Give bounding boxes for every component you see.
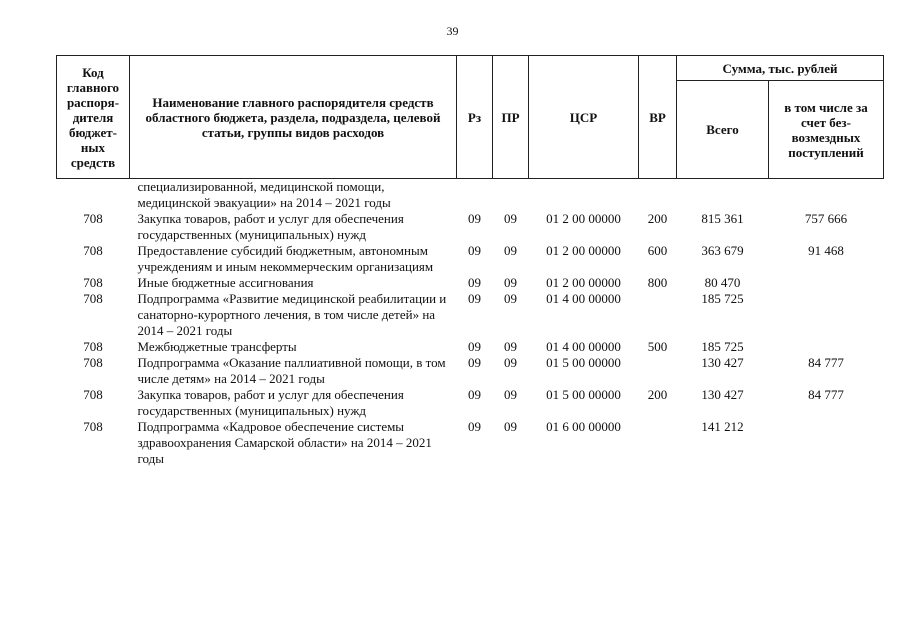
row-total: 141 212 <box>701 419 744 434</box>
row-name: Подпрограмма «Оказание паллиативной помощи, в том числе детям» на 2014 – 2021 годы <box>137 355 446 386</box>
table-row <box>57 211 884 243</box>
row-name: Предоставление субсидий бюджетным, автономным учреждениям и иным некоммерческим организациям <box>137 243 434 274</box>
row-free <box>769 339 884 355</box>
row-free <box>769 291 884 339</box>
row-vr: 500 <box>647 339 668 354</box>
row-rz: 09 <box>468 243 481 258</box>
row-name: Подпрограмма «Развитие медицинской реабилитации и санаторно-курортного лечения, в том числе детей» на 2014 – 2021 годы <box>137 291 447 338</box>
row-name: Закупка товаров, работ и услуг для обеспечения государственных (муниципальных) нужд <box>137 211 404 242</box>
table-row <box>57 291 884 339</box>
row-free: 84 777 <box>808 387 844 402</box>
row-code: 708 <box>83 243 103 258</box>
row-csr: 01 6 00 00000 <box>546 419 621 434</box>
row-code: 708 <box>83 387 103 402</box>
row-rz: 09 <box>468 339 481 354</box>
row-pr: 09 <box>504 275 517 290</box>
row-total: 815 361 <box>701 211 744 226</box>
budget-table <box>56 55 884 467</box>
row-csr: 01 5 00 00000 <box>546 387 621 402</box>
header-sum: Сумма, тыс. рублей <box>677 56 884 81</box>
row-free <box>769 419 884 467</box>
header-free: в том числе за счет без-возмездных поступлений <box>769 81 884 179</box>
row-csr: 01 5 00 00000 <box>546 355 621 370</box>
row-vr <box>639 419 677 467</box>
row-code: 708 <box>83 275 103 290</box>
table-row <box>57 339 884 355</box>
row-rz: 09 <box>468 387 481 402</box>
header-pr: ПР <box>493 56 529 179</box>
header-code: Код главного распоря-дителя бюджет-ных средств <box>57 56 130 179</box>
row-pr: 09 <box>504 211 517 226</box>
row-code: 708 <box>83 211 103 226</box>
row-vr <box>639 291 677 339</box>
header-name: Наименование главного распорядителя средств областного бюджета, раздела, подраздела, целевой статьи, группы видов расходов <box>130 56 457 179</box>
table-row <box>57 419 884 467</box>
header-vr: ВР <box>639 56 677 179</box>
row-free <box>769 275 884 291</box>
row-total: 185 725 <box>701 339 744 354</box>
row-pr: 09 <box>504 419 517 434</box>
row-free: 757 666 <box>804 211 848 226</box>
row-total: 80 470 <box>704 275 741 290</box>
table-row <box>57 243 884 275</box>
row-code: 708 <box>83 355 103 370</box>
row-code: 708 <box>83 339 103 354</box>
row-total: 130 427 <box>701 387 744 402</box>
row-free: 91 468 <box>808 243 844 258</box>
row-free: 84 777 <box>808 355 844 370</box>
row-name: Подпрограмма «Кадровое обеспечение системы здравоохранения Самарской области» на 2014 – 2021 годы <box>137 419 432 466</box>
row-code: 708 <box>83 291 103 306</box>
row-total: 185 725 <box>701 291 744 306</box>
page-number: 39 <box>446 24 459 38</box>
row-name: Межбюджетные трансферты <box>137 339 297 354</box>
header-rz: Рз <box>457 56 493 179</box>
row-pr: 09 <box>504 355 517 370</box>
row-vr <box>639 355 677 387</box>
row-vr: 200 <box>647 387 668 402</box>
table-row <box>57 387 884 419</box>
row-rz: 09 <box>468 291 481 306</box>
header-csr: ЦСР <box>529 56 639 179</box>
row-pr: 09 <box>504 291 517 306</box>
row-pr: 09 <box>504 387 517 402</box>
row-total: 130 427 <box>701 355 744 370</box>
row-total: 363 679 <box>701 243 744 258</box>
row-pr: 09 <box>504 243 517 258</box>
table-row <box>57 275 884 291</box>
row-name: Иные бюджетные ассигнования <box>137 275 314 290</box>
row-rz: 09 <box>468 275 481 290</box>
row-rz: 09 <box>468 355 481 370</box>
row-code: 708 <box>83 419 103 434</box>
row-csr: 01 2 00 00000 <box>546 211 621 226</box>
row-vr: 800 <box>647 275 668 290</box>
row-rz: 09 <box>468 211 481 226</box>
row-csr: 01 4 00 00000 <box>546 339 621 354</box>
table-row <box>57 355 884 387</box>
row-name: Закупка товаров, работ и услуг для обеспечения государственных (муниципальных) нужд <box>137 387 404 418</box>
continuation-row <box>57 179 884 212</box>
row-vr: 200 <box>647 211 668 226</box>
row-vr: 600 <box>647 243 668 258</box>
row-pr: 09 <box>504 339 517 354</box>
header-total: Всего <box>677 81 769 179</box>
continuation-name: специализированной, медицинской помощи, медицинской эвакуации» на 2014 – 2021 годы <box>137 179 391 210</box>
row-rz: 09 <box>468 419 481 434</box>
row-csr: 01 2 00 00000 <box>546 243 621 258</box>
row-csr: 01 4 00 00000 <box>546 291 621 306</box>
row-csr: 01 2 00 00000 <box>546 275 621 290</box>
